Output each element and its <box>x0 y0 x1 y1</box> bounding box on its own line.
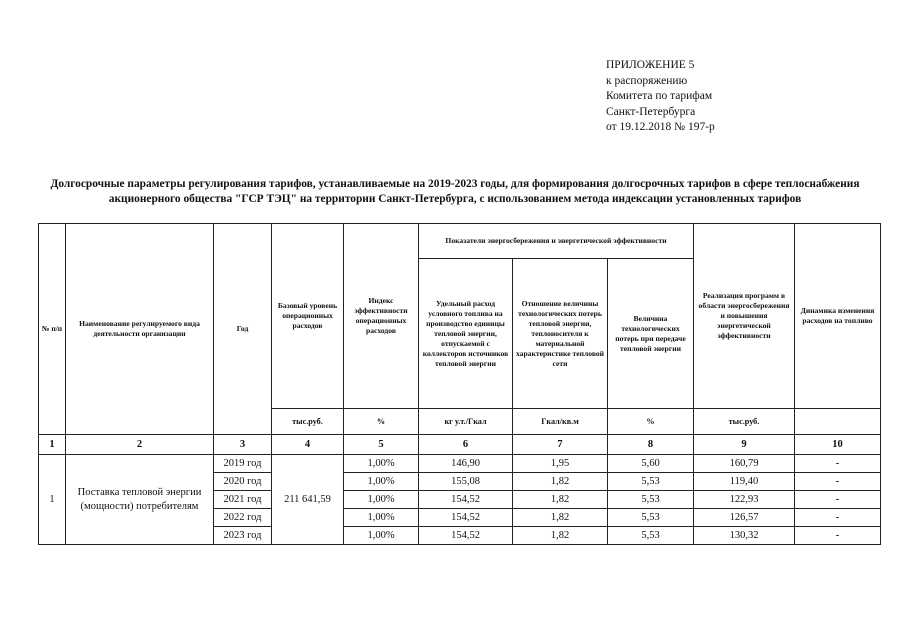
year-cell: 2022 год <box>214 509 272 527</box>
programs-cell: 119,40 <box>694 473 795 491</box>
year-cell: 2020 год <box>214 473 272 491</box>
document-title: Долгосрочные параметры регулирования тарифов, устанавливаемые на 2019-2023 годы, для формирования долгосрочных тарифов в сфере теплоснабжения акционерного общества "ГСР ТЭЦ" на территории Санкт-Петербурга, с использованием метода индексации установленных тарифов <box>50 178 860 205</box>
column-number-row <box>39 435 881 455</box>
fuel-dynamics-cell: - <box>795 509 881 527</box>
loss-ratio-cell: 1,82 <box>513 473 608 491</box>
programs-cell: 122,93 <box>694 491 795 509</box>
programs-cell: 126,57 <box>694 509 795 527</box>
column-number: 4 <box>272 435 344 455</box>
specific-fuel-cell: 154,52 <box>419 527 513 545</box>
loss-ratio-cell: 1,95 <box>513 455 608 473</box>
unit-loss-ratio: Гкал/кв.м <box>513 409 608 435</box>
fuel-dynamics-cell: - <box>795 527 881 545</box>
fuel-dynamics-cell: - <box>795 491 881 509</box>
appendix-line: Комитета по тарифам <box>606 90 713 102</box>
appendix-line: Санкт-Петербурга <box>606 105 696 118</box>
header-tech-losses: Величина технологических потерь при передаче тепловой энергии <box>608 259 694 409</box>
header-num: № п/п <box>39 224 66 435</box>
header-fuel-dynamics: Динамика изменения расходов на топливо <box>795 224 881 409</box>
column-number: 7 <box>513 435 608 455</box>
header-loss-ratio: Отношение величины технологических потерь тепловой энергии, теплоносителя к материальной характеристике тепловой сети <box>513 259 608 409</box>
year-cell: 2021 год <box>214 491 272 509</box>
header-activity: Наименование регулируемого вида деятельности организации <box>66 224 214 435</box>
appendix-line: от 19.12.2018 № 197-р <box>606 121 715 133</box>
tech-losses-cell: 5,53 <box>608 473 694 491</box>
tech-losses-cell: 5,53 <box>608 509 694 527</box>
header-programs: Реализация программ в области энергосбережения и повышения энергетической эффективности <box>694 224 795 409</box>
loss-ratio-cell: 1,82 <box>513 509 608 527</box>
base-level-value: 211 641,59 <box>272 455 344 545</box>
table-row <box>39 455 881 473</box>
efficiency-index-cell: 1,00% <box>344 491 419 509</box>
appendix-line: ПРИЛОЖЕНИЕ 5 <box>606 59 695 71</box>
loss-ratio-cell: 1,82 <box>513 527 608 545</box>
efficiency-index-cell: 1,00% <box>344 527 419 545</box>
unit-fuel-dynamics <box>795 409 881 435</box>
column-number: 9 <box>694 435 795 455</box>
unit-base-level: тыс.руб. <box>272 409 344 435</box>
column-number: 5 <box>344 435 419 455</box>
fuel-dynamics-cell: - <box>795 455 881 473</box>
header-base-level: Базовый уровень операционных расходов <box>272 224 344 409</box>
unit-specific-fuel: кг у.т./Гкал <box>419 409 513 435</box>
appendix-line: к распоряжению <box>606 74 688 87</box>
column-number: 2 <box>66 435 214 455</box>
year-cell: 2019 год <box>214 455 272 473</box>
specific-fuel-cell: 154,52 <box>419 509 513 527</box>
efficiency-index-cell: 1,00% <box>344 473 419 491</box>
specific-fuel-cell: 155,08 <box>419 473 513 491</box>
efficiency-index-cell: 1,00% <box>344 455 419 473</box>
appendix-block <box>606 58 715 136</box>
efficiency-index-cell: 1,00% <box>344 509 419 527</box>
fuel-dynamics-cell: - <box>795 473 881 491</box>
loss-ratio-cell: 1,82 <box>513 491 608 509</box>
activity-name: Поставка тепловой энергии (мощности) потребителям <box>66 455 214 545</box>
column-number: 10 <box>795 435 881 455</box>
programs-cell: 160,79 <box>694 455 795 473</box>
header-specific-fuel: Удельный расход условного топлива на производство единицы тепловой энергии, отпускаемой с коллекторов источников тепловой энергии <box>419 259 513 409</box>
unit-tech-losses: % <box>608 409 694 435</box>
column-number: 1 <box>39 435 66 455</box>
header-efficiency-index: Индекс эффективности операционных расходов <box>344 224 419 409</box>
tech-losses-cell: 5,53 <box>608 491 694 509</box>
tariff-parameters-table <box>38 223 881 545</box>
unit-programs: тыс.руб. <box>694 409 795 435</box>
specific-fuel-cell: 146,90 <box>419 455 513 473</box>
tech-losses-cell: 5,60 <box>608 455 694 473</box>
tech-losses-cell: 5,53 <box>608 527 694 545</box>
programs-cell: 130,32 <box>694 527 795 545</box>
row-number: 1 <box>39 455 66 545</box>
column-number: 6 <box>419 435 513 455</box>
header-year: Год <box>214 224 272 435</box>
header-energy-group: Показатели энергосбережения и энергетической эффективности <box>419 224 694 259</box>
column-number: 3 <box>214 435 272 455</box>
year-cell: 2023 год <box>214 527 272 545</box>
specific-fuel-cell: 154,52 <box>419 491 513 509</box>
column-number: 8 <box>608 435 694 455</box>
unit-efficiency-index: % <box>344 409 419 435</box>
